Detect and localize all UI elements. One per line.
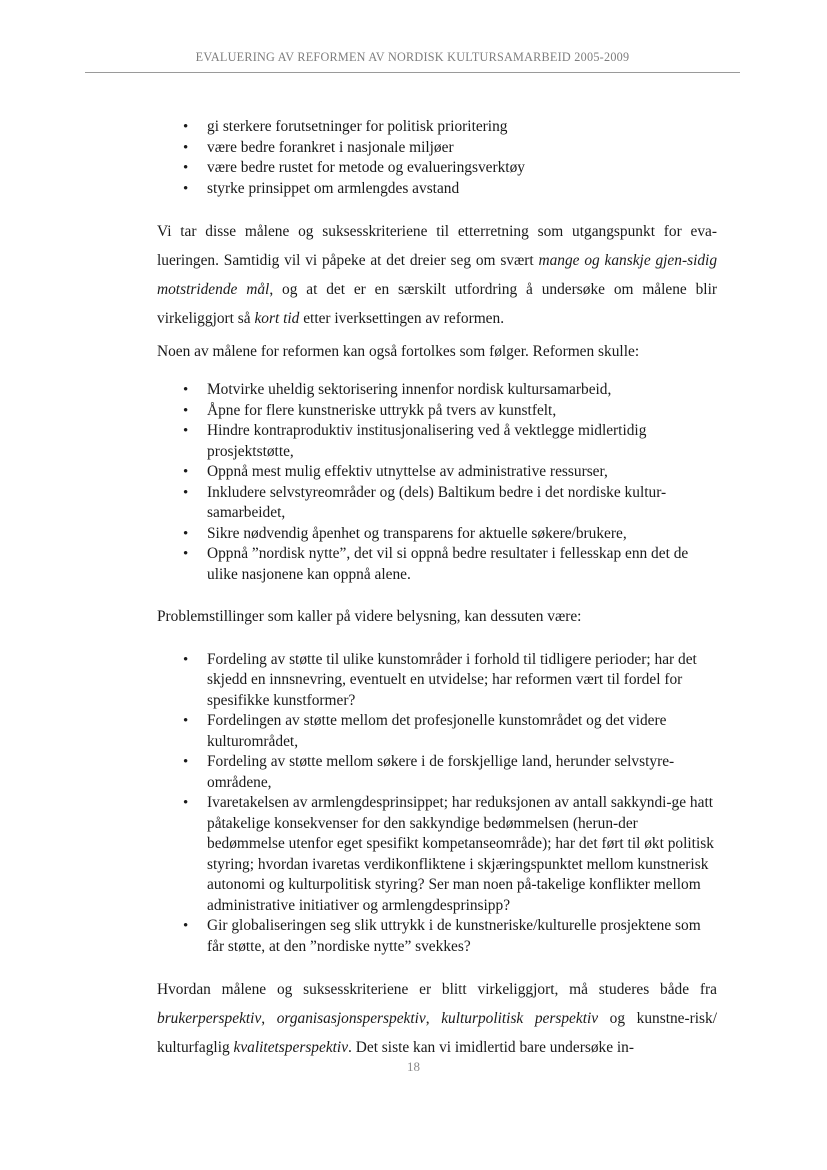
- list-item: • være bedre rustet for metode og evalueringsverktøy: [157, 158, 717, 179]
- bullet-icon: •: [183, 651, 189, 668]
- list-item: • Gir globaliseringen seg slik uttrykk i de kunstneriske/kulturelle prosjektene som får støtte, at den ”nordiske nytte” svekkes?: [183, 917, 701, 955]
- list-item: • Oppnå mest mulig effektiv utnyttelse av administrative ressurser,: [157, 462, 717, 483]
- running-header: EVALUERING AV REFORMEN AV NORDISK KULTURSAMARBEID 2005-2009: [195, 50, 630, 64]
- bullet-icon: •: [183, 546, 189, 562]
- list-item: • være bedre forankret i nasjonale miljøer: [157, 138, 717, 159]
- bullet-icon: •: [183, 525, 189, 542]
- list-item: • Sikre nødvendig åpenhet og transparens for aktuelle søkere/brukere,: [157, 524, 717, 545]
- list-item: • Hindre kontraproduktiv institusjonalisering ved å vektlegge midlertidig prosjektstøtte,: [183, 422, 647, 460]
- paragraph-reform-intro: Noen av målene for reformen kan også fortolkes som følger. Reformen skulle:: [157, 343, 640, 360]
- bullet-icon: •: [183, 180, 189, 197]
- page-number: 18: [407, 1059, 420, 1074]
- list-item: • Fordelingen av støtte mellom det profesjonelle kunstområdet og det videre kulturområdet,: [183, 712, 667, 750]
- paragraph-goals-note: Vi tar disse målene og suksesskriteriene til etterretning som utgangspunkt for eva-lueringen. Samtidig vil vi påpeke at det dreier seg om svært mange og kanskje gjen-sidig motstridende mål, og at det er en særskilt utfordring å undersøke om målene blir virkeliggjort så kort tid etter iverksettingen av reformen.: [157, 223, 718, 327]
- list-item: • Fordeling av støtte til ulike kunstområder i forhold til tidligere perioder; har det skjedd en innsnevring, eventuelt en utvidelse; har reformen vært til fordel for spesifikke kunstformer?: [183, 650, 697, 709]
- bullet-icon: •: [183, 464, 189, 480]
- list-item: • Inkludere selvstyreområder og (dels) Baltikum bedre i det nordiske kultur-samarbeidet,: [183, 483, 667, 521]
- bullet-icon: •: [183, 160, 189, 176]
- list-item: • Motvirke uheldig sektorisering innenfor nordisk kultursamarbeid,: [157, 380, 717, 401]
- bullet-icon: •: [183, 484, 189, 501]
- list-item: • gi sterkere forutsetninger for politisk prioritering: [157, 117, 717, 138]
- bullet-icon: •: [183, 402, 189, 419]
- list-item: • Oppnå ”nordisk nytte”, det vil si oppnå bedre resultater i fellesskap enn det de ulike nasjonene kan oppnå alene.: [183, 545, 689, 583]
- bullet-icon: •: [183, 423, 189, 439]
- list-item: • Fordeling av støtte mellom søkere i de forskjellige land, herunder selvstyre-områdene,: [183, 753, 675, 791]
- list-item: • Ivaretakelsen av armlengdesprinsippet; har reduksjonen av antall sakkyndi-ge hatt påtakelige konsekvenser for den sakkyndige bedømmelsen (herun-der bedømmelse utenfor eget spesifikt kompetanseområde); har det ført til økt politisk styring; hvordan ivaretas verdikonfliktene i skjæringspunktet mellom kunstnerisk autonomi og kulturpolitisk styring? Ser man noen på-takelige konflikter mellom administrative initiativer og armlengdesprinsipp?: [183, 794, 714, 914]
- bullet-icon: •: [183, 754, 189, 770]
- paragraph-perspectives: Hvordan målene og suksesskriteriene er blitt virkeliggjort, må studeres både fra brukerperspektiv, organisasjonsperspektiv, kulturpolitisk perspektiv og kunstne-risk/ kulturfaglig kvalitetsperspektiv. Det siste kan vi imidlertid bare undersøke in-: [157, 981, 717, 1056]
- bullet-icon: •: [183, 713, 189, 729]
- bullet-icon: •: [183, 139, 189, 156]
- bullet-icon: •: [183, 119, 189, 135]
- bullet-icon: •: [183, 382, 189, 398]
- bullet-icon: •: [183, 795, 189, 811]
- list-item: • styrke prinsippet om armlengdes avstand: [157, 179, 717, 200]
- header-rule: [85, 72, 740, 73]
- list-item: • Åpne for flere kunstneriske uttrykk på tvers av kunstfelt,: [157, 401, 717, 422]
- page-body: [157, 117, 717, 1062]
- paragraph-issues-intro: Problemstillinger som kaller på videre belysning, kan dessuten være:: [157, 608, 582, 625]
- bullet-icon: •: [183, 918, 189, 934]
- bullet-list-reform-goals: [157, 380, 717, 585]
- bullet-list-goals: [157, 117, 717, 199]
- bullet-list-issues: [157, 650, 717, 958]
